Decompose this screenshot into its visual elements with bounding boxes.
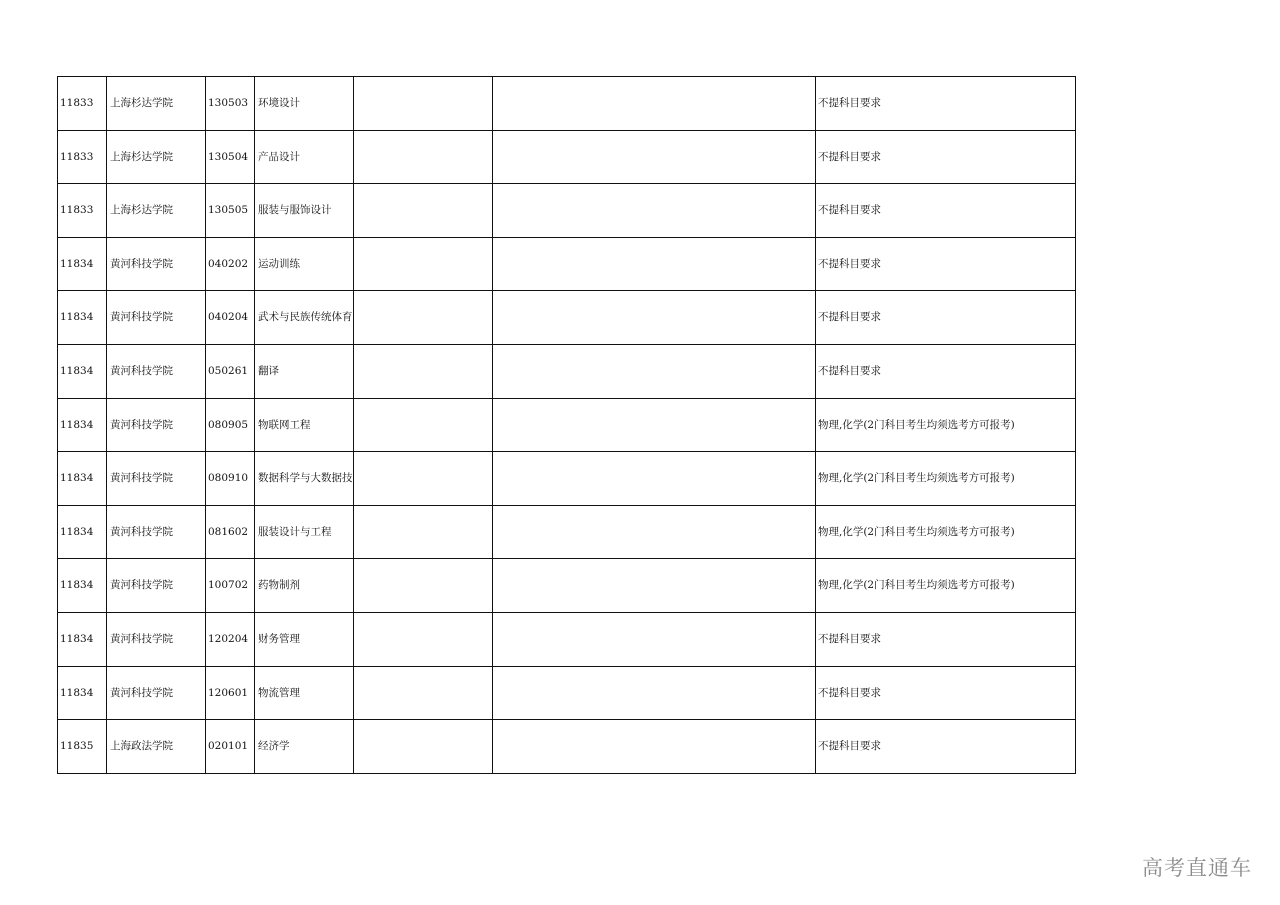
blank-cell bbox=[354, 291, 493, 345]
school-name-cell: 黄河科技学院 bbox=[107, 666, 206, 720]
table-row bbox=[58, 612, 1076, 666]
school-code-cell: 11834 bbox=[58, 452, 107, 506]
major-name-cell: 财务管理 bbox=[255, 612, 354, 666]
school-code-cell: 11834 bbox=[58, 237, 107, 291]
blank-cell bbox=[493, 77, 816, 131]
table-row bbox=[58, 237, 1076, 291]
major-name-cell: 数据科学与大数据技 bbox=[255, 452, 354, 506]
blank-cell bbox=[493, 291, 816, 345]
subject-requirement-cell: 不提科目要求 bbox=[816, 184, 1076, 238]
school-code-cell: 11835 bbox=[58, 720, 107, 774]
blank-cell bbox=[493, 505, 816, 559]
blank-cell bbox=[354, 130, 493, 184]
subject-requirement-cell: 物理,化学(2门科目考生均须选考方可报考) bbox=[816, 452, 1076, 506]
blank-cell bbox=[493, 237, 816, 291]
blank-cell bbox=[493, 559, 816, 613]
blank-cell bbox=[354, 452, 493, 506]
blank-cell bbox=[354, 559, 493, 613]
major-name-cell: 服装设计与工程 bbox=[255, 505, 354, 559]
blank-cell bbox=[493, 130, 816, 184]
blank-cell bbox=[493, 452, 816, 506]
major-name-cell: 服装与服饰设计 bbox=[255, 184, 354, 238]
school-name-cell: 黄河科技学院 bbox=[107, 398, 206, 452]
subject-requirement-cell: 物理,化学(2门科目考生均须选考方可报考) bbox=[816, 398, 1076, 452]
blank-cell bbox=[354, 505, 493, 559]
school-name-cell: 黄河科技学院 bbox=[107, 344, 206, 398]
subject-requirement-cell: 不提科目要求 bbox=[816, 77, 1076, 131]
blank-cell bbox=[493, 612, 816, 666]
subject-requirement-cell: 不提科目要求 bbox=[816, 130, 1076, 184]
subject-requirement-cell: 不提科目要求 bbox=[816, 612, 1076, 666]
major-code-cell: 130504 bbox=[206, 130, 255, 184]
major-name-cell: 产品设计 bbox=[255, 130, 354, 184]
school-code-cell: 11833 bbox=[58, 184, 107, 238]
school-name-cell: 黄河科技学院 bbox=[107, 291, 206, 345]
major-name-cell: 物联网工程 bbox=[255, 398, 354, 452]
school-code-cell: 11834 bbox=[58, 612, 107, 666]
school-code-cell: 11834 bbox=[58, 559, 107, 613]
table-body bbox=[58, 77, 1076, 774]
blank-cell bbox=[493, 184, 816, 238]
subject-requirement-cell: 物理,化学(2门科目考生均须选考方可报考) bbox=[816, 505, 1076, 559]
school-code-cell: 11834 bbox=[58, 291, 107, 345]
subject-requirement-cell: 不提科目要求 bbox=[816, 720, 1076, 774]
major-name-cell: 运动训练 bbox=[255, 237, 354, 291]
table-row bbox=[58, 344, 1076, 398]
school-name-cell: 上海政法学院 bbox=[107, 720, 206, 774]
school-name-cell: 黄河科技学院 bbox=[107, 452, 206, 506]
table-row bbox=[58, 398, 1076, 452]
table-row bbox=[58, 291, 1076, 345]
major-name-cell: 物流管理 bbox=[255, 666, 354, 720]
school-name-cell: 黄河科技学院 bbox=[107, 559, 206, 613]
school-code-cell: 11834 bbox=[58, 398, 107, 452]
school-name-cell: 黄河科技学院 bbox=[107, 505, 206, 559]
major-code-cell: 050261 bbox=[206, 344, 255, 398]
school-name-cell: 黄河科技学院 bbox=[107, 612, 206, 666]
major-code-cell: 120204 bbox=[206, 612, 255, 666]
subject-requirement-cell: 不提科目要求 bbox=[816, 291, 1076, 345]
blank-cell bbox=[493, 344, 816, 398]
subject-requirement-cell: 物理,化学(2门科目考生均须选考方可报考) bbox=[816, 559, 1076, 613]
school-code-cell: 11834 bbox=[58, 505, 107, 559]
major-code-cell: 080905 bbox=[206, 398, 255, 452]
major-code-cell: 040204 bbox=[206, 291, 255, 345]
school-code-cell: 11833 bbox=[58, 77, 107, 131]
table-row bbox=[58, 720, 1076, 774]
school-code-cell: 11833 bbox=[58, 130, 107, 184]
major-code-cell: 130505 bbox=[206, 184, 255, 238]
school-name-cell: 上海杉达学院 bbox=[107, 77, 206, 131]
subject-requirement-cell: 不提科目要求 bbox=[816, 237, 1076, 291]
table-row bbox=[58, 77, 1076, 131]
blank-cell bbox=[354, 612, 493, 666]
major-code-cell: 020101 bbox=[206, 720, 255, 774]
admission-requirements-table bbox=[57, 76, 1076, 774]
major-code-cell: 081602 bbox=[206, 505, 255, 559]
blank-cell bbox=[493, 398, 816, 452]
blank-cell bbox=[493, 666, 816, 720]
subject-requirement-cell: 不提科目要求 bbox=[816, 344, 1076, 398]
table-row bbox=[58, 184, 1076, 238]
major-code-cell: 100702 bbox=[206, 559, 255, 613]
school-code-cell: 11834 bbox=[58, 344, 107, 398]
blank-cell bbox=[354, 666, 493, 720]
school-name-cell: 黄河科技学院 bbox=[107, 237, 206, 291]
major-code-cell: 080910 bbox=[206, 452, 255, 506]
school-name-cell: 上海杉达学院 bbox=[107, 130, 206, 184]
blank-cell bbox=[493, 720, 816, 774]
major-code-cell: 120601 bbox=[206, 666, 255, 720]
major-code-cell: 040202 bbox=[206, 237, 255, 291]
blank-cell bbox=[354, 237, 493, 291]
table-row bbox=[58, 559, 1076, 613]
table-row bbox=[58, 452, 1076, 506]
table-row bbox=[58, 505, 1076, 559]
blank-cell bbox=[354, 77, 493, 131]
blank-cell bbox=[354, 344, 493, 398]
major-name-cell: 武术与民族传统体育 bbox=[255, 291, 354, 345]
major-name-cell: 翻译 bbox=[255, 344, 354, 398]
blank-cell bbox=[354, 184, 493, 238]
school-name-cell: 上海杉达学院 bbox=[107, 184, 206, 238]
blank-cell bbox=[354, 398, 493, 452]
major-name-cell: 经济学 bbox=[255, 720, 354, 774]
major-name-cell: 环境设计 bbox=[255, 77, 354, 131]
school-code-cell: 11834 bbox=[58, 666, 107, 720]
table-row bbox=[58, 666, 1076, 720]
table-row bbox=[58, 130, 1076, 184]
major-name-cell: 药物制剂 bbox=[255, 559, 354, 613]
blank-cell bbox=[354, 720, 493, 774]
major-code-cell: 130503 bbox=[206, 77, 255, 131]
subject-requirement-cell: 不提科目要求 bbox=[816, 666, 1076, 720]
watermark-logo: 高考直通车 bbox=[1142, 856, 1252, 880]
